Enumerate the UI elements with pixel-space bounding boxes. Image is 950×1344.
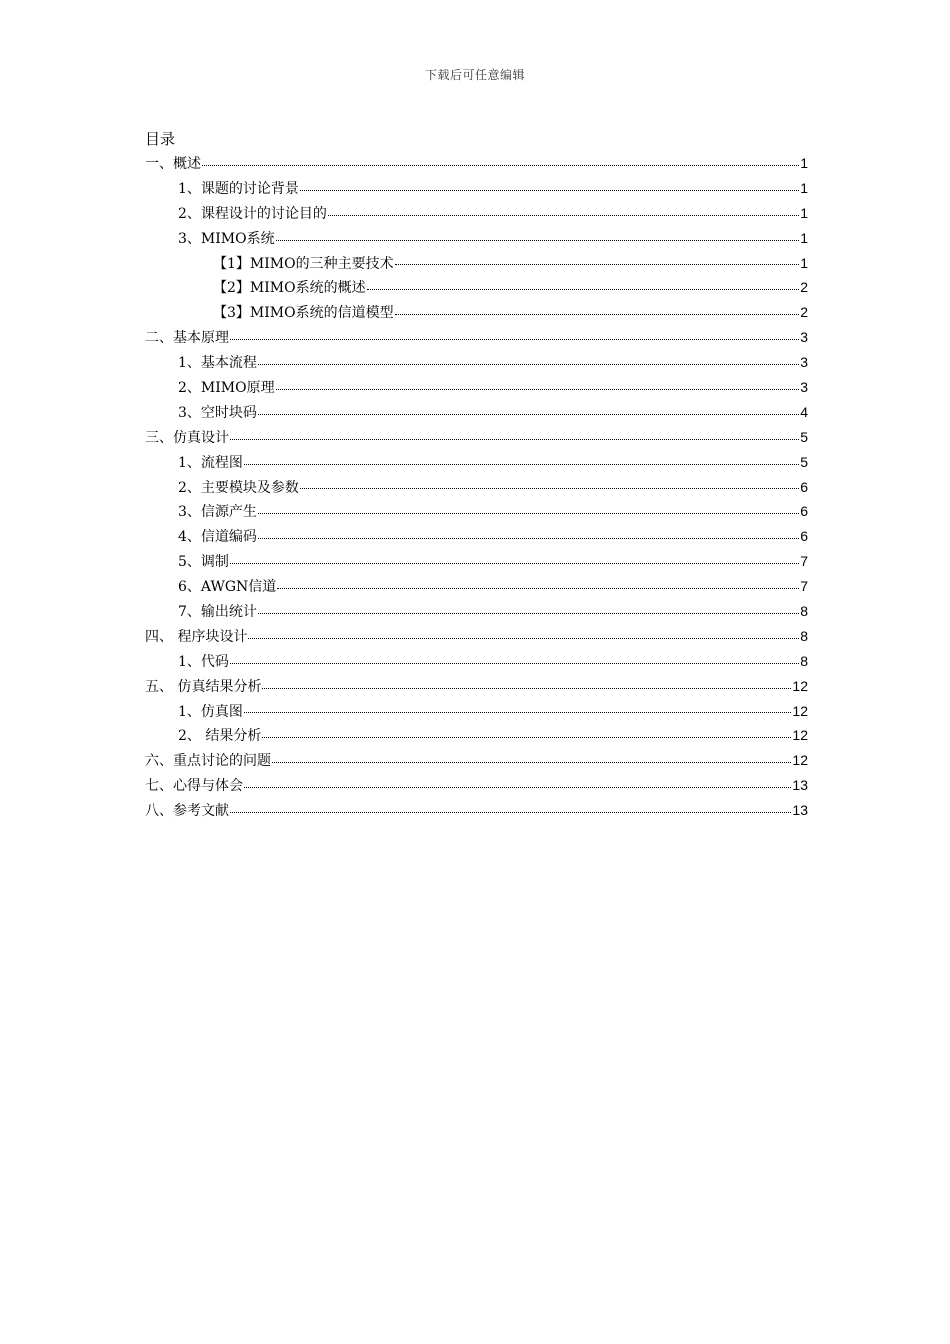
toc-entry[interactable] [145,400,808,425]
toc-page-number: 4 [800,403,808,420]
toc-entry[interactable] [145,475,808,500]
toc-entry-text: 2、MIMO原理 [178,380,275,397]
toc-entry[interactable] [145,151,808,176]
toc-page-number: 13 [792,802,808,819]
toc-entry[interactable] [145,350,808,375]
toc-entry-text: 7、输出统计 [178,604,257,621]
toc-entry-text: 5、调制 [178,554,229,571]
toc-dot-leader [244,712,792,713]
toc-dot-leader [276,389,800,390]
toc-page-number: 3 [800,354,808,371]
toc-page-number: 3 [800,379,808,396]
toc-page-number: 2 [800,304,808,321]
table-of-contents [145,127,808,823]
toc-entry-text: 【3】MIMO系统的信道模型 [213,305,394,322]
toc-page-number: 13 [792,777,808,794]
toc-page-number: 12 [792,677,808,694]
toc-entry[interactable] [145,499,808,524]
toc-entry-text: 【1】MIMO的三种主要技术 [213,255,394,272]
toc-page-number: 5 [800,428,808,445]
toc-entry[interactable] [145,674,808,699]
toc-entry[interactable] [145,574,808,599]
toc-entry[interactable] [145,649,808,674]
toc-entry[interactable] [145,375,808,400]
toc-page-number: 1 [800,204,808,221]
toc-dot-leader [230,339,799,340]
page-header: 下载后可任意编辑 [424,68,525,82]
toc-entry-text: 1、仿真图 [178,703,243,720]
toc-entry[interactable] [145,226,808,251]
toc-dot-leader [230,812,791,813]
toc-page-number: 3 [800,329,808,346]
toc-entry-text: 2、课程设计的讨论目的 [178,205,327,222]
toc-page-number: 8 [800,627,808,644]
toc-page-number: 1 [800,229,808,246]
toc-dot-leader [244,464,799,465]
toc-page-number: 12 [792,702,808,719]
toc-page-number: 8 [800,652,808,669]
toc-entry-text: 八、参考文献 [145,803,229,820]
toc-dot-leader [230,663,799,664]
toc-entry-text: 七、心得与体会 [145,778,243,795]
toc-title: 目录 [145,130,176,148]
toc-page-number: 1 [800,179,808,196]
toc-page-number: 6 [800,478,808,495]
toc-dot-leader [328,215,799,216]
toc-entry[interactable] [145,176,808,201]
toc-entry-text: 一、概述 [145,156,201,172]
toc-entry-text: 1、基本流程 [178,355,257,372]
toc-entry[interactable] [145,325,808,350]
toc-page-number: 12 [792,727,808,744]
toc-dot-leader [300,488,799,489]
toc-entry[interactable] [145,275,808,300]
toc-entry-text: 1、课题的讨论背景 [178,180,299,197]
toc-entry-text: 3、空时块码 [178,404,257,421]
toc-entry-text: 四、 程序块设计 [145,628,248,645]
toc-entry[interactable] [145,549,808,574]
toc-page-number: 2 [800,279,808,296]
toc-page-number: 8 [800,603,808,620]
toc-entry[interactable] [145,748,808,773]
toc-dot-leader [276,240,800,241]
toc-dot-leader [262,688,791,689]
toc-dot-leader [202,165,799,166]
toc-entry-text: 2、主要模块及参数 [178,479,299,496]
toc-entry[interactable] [145,425,808,450]
toc-page-number: 7 [800,553,808,570]
toc-dot-leader [395,314,800,315]
toc-entry[interactable] [145,723,808,748]
toc-dot-leader [244,787,791,788]
toc-entry[interactable] [145,300,808,325]
toc-dot-leader [300,190,799,191]
toc-page-number: 12 [792,752,808,769]
toc-dot-leader [230,439,799,440]
toc-entry[interactable] [145,201,808,226]
toc-entry-text: 六、重点讨论的问题 [145,753,271,770]
toc-entry[interactable] [145,524,808,549]
toc-entry[interactable] [145,699,808,724]
toc-entry-text: 3、MIMO系统 [178,230,275,247]
toc-dot-leader [262,737,791,738]
toc-page-number: 1 [800,254,808,271]
toc-dot-leader [258,538,799,539]
toc-entry-text: 【2】MIMO系统的概述 [213,280,366,297]
toc-page-number: 5 [800,453,808,470]
toc-entry[interactable] [145,450,808,475]
toc-entry-text: 二、基本原理 [145,330,229,347]
toc-entry-text: 4、信道编码 [178,529,257,546]
toc-entry[interactable] [145,624,808,649]
toc-dot-leader [248,638,799,639]
toc-entry-text: 3、信源产生 [178,504,257,521]
toc-page-number: 6 [800,528,808,545]
toc-entry-text: 6、AWGN信道 [178,579,277,596]
toc-entry[interactable] [145,798,808,823]
toc-page-number: 7 [800,578,808,595]
toc-entry[interactable] [145,773,808,798]
toc-list [145,151,808,823]
toc-dot-leader [272,762,791,763]
toc-dot-leader [258,513,799,514]
toc-entry-text: 五、 仿真结果分析 [145,678,262,695]
toc-dot-leader [258,613,799,614]
toc-page-number: 6 [800,503,808,520]
toc-dot-leader [258,364,799,365]
toc-entry-text: 1、流程图 [178,454,243,471]
toc-dot-leader [367,289,800,290]
toc-dot-leader [230,563,799,564]
toc-entry-text: 2、 结果分析 [178,728,262,745]
toc-entry-text: 1、代码 [178,653,229,670]
toc-entry[interactable] [145,599,808,624]
toc-dot-leader [277,588,799,589]
toc-dot-leader [258,414,799,415]
toc-entry[interactable] [145,251,808,276]
toc-entry-text: 三、仿真设计 [145,429,229,446]
toc-page-number: 1 [800,155,808,171]
toc-dot-leader [395,264,800,265]
